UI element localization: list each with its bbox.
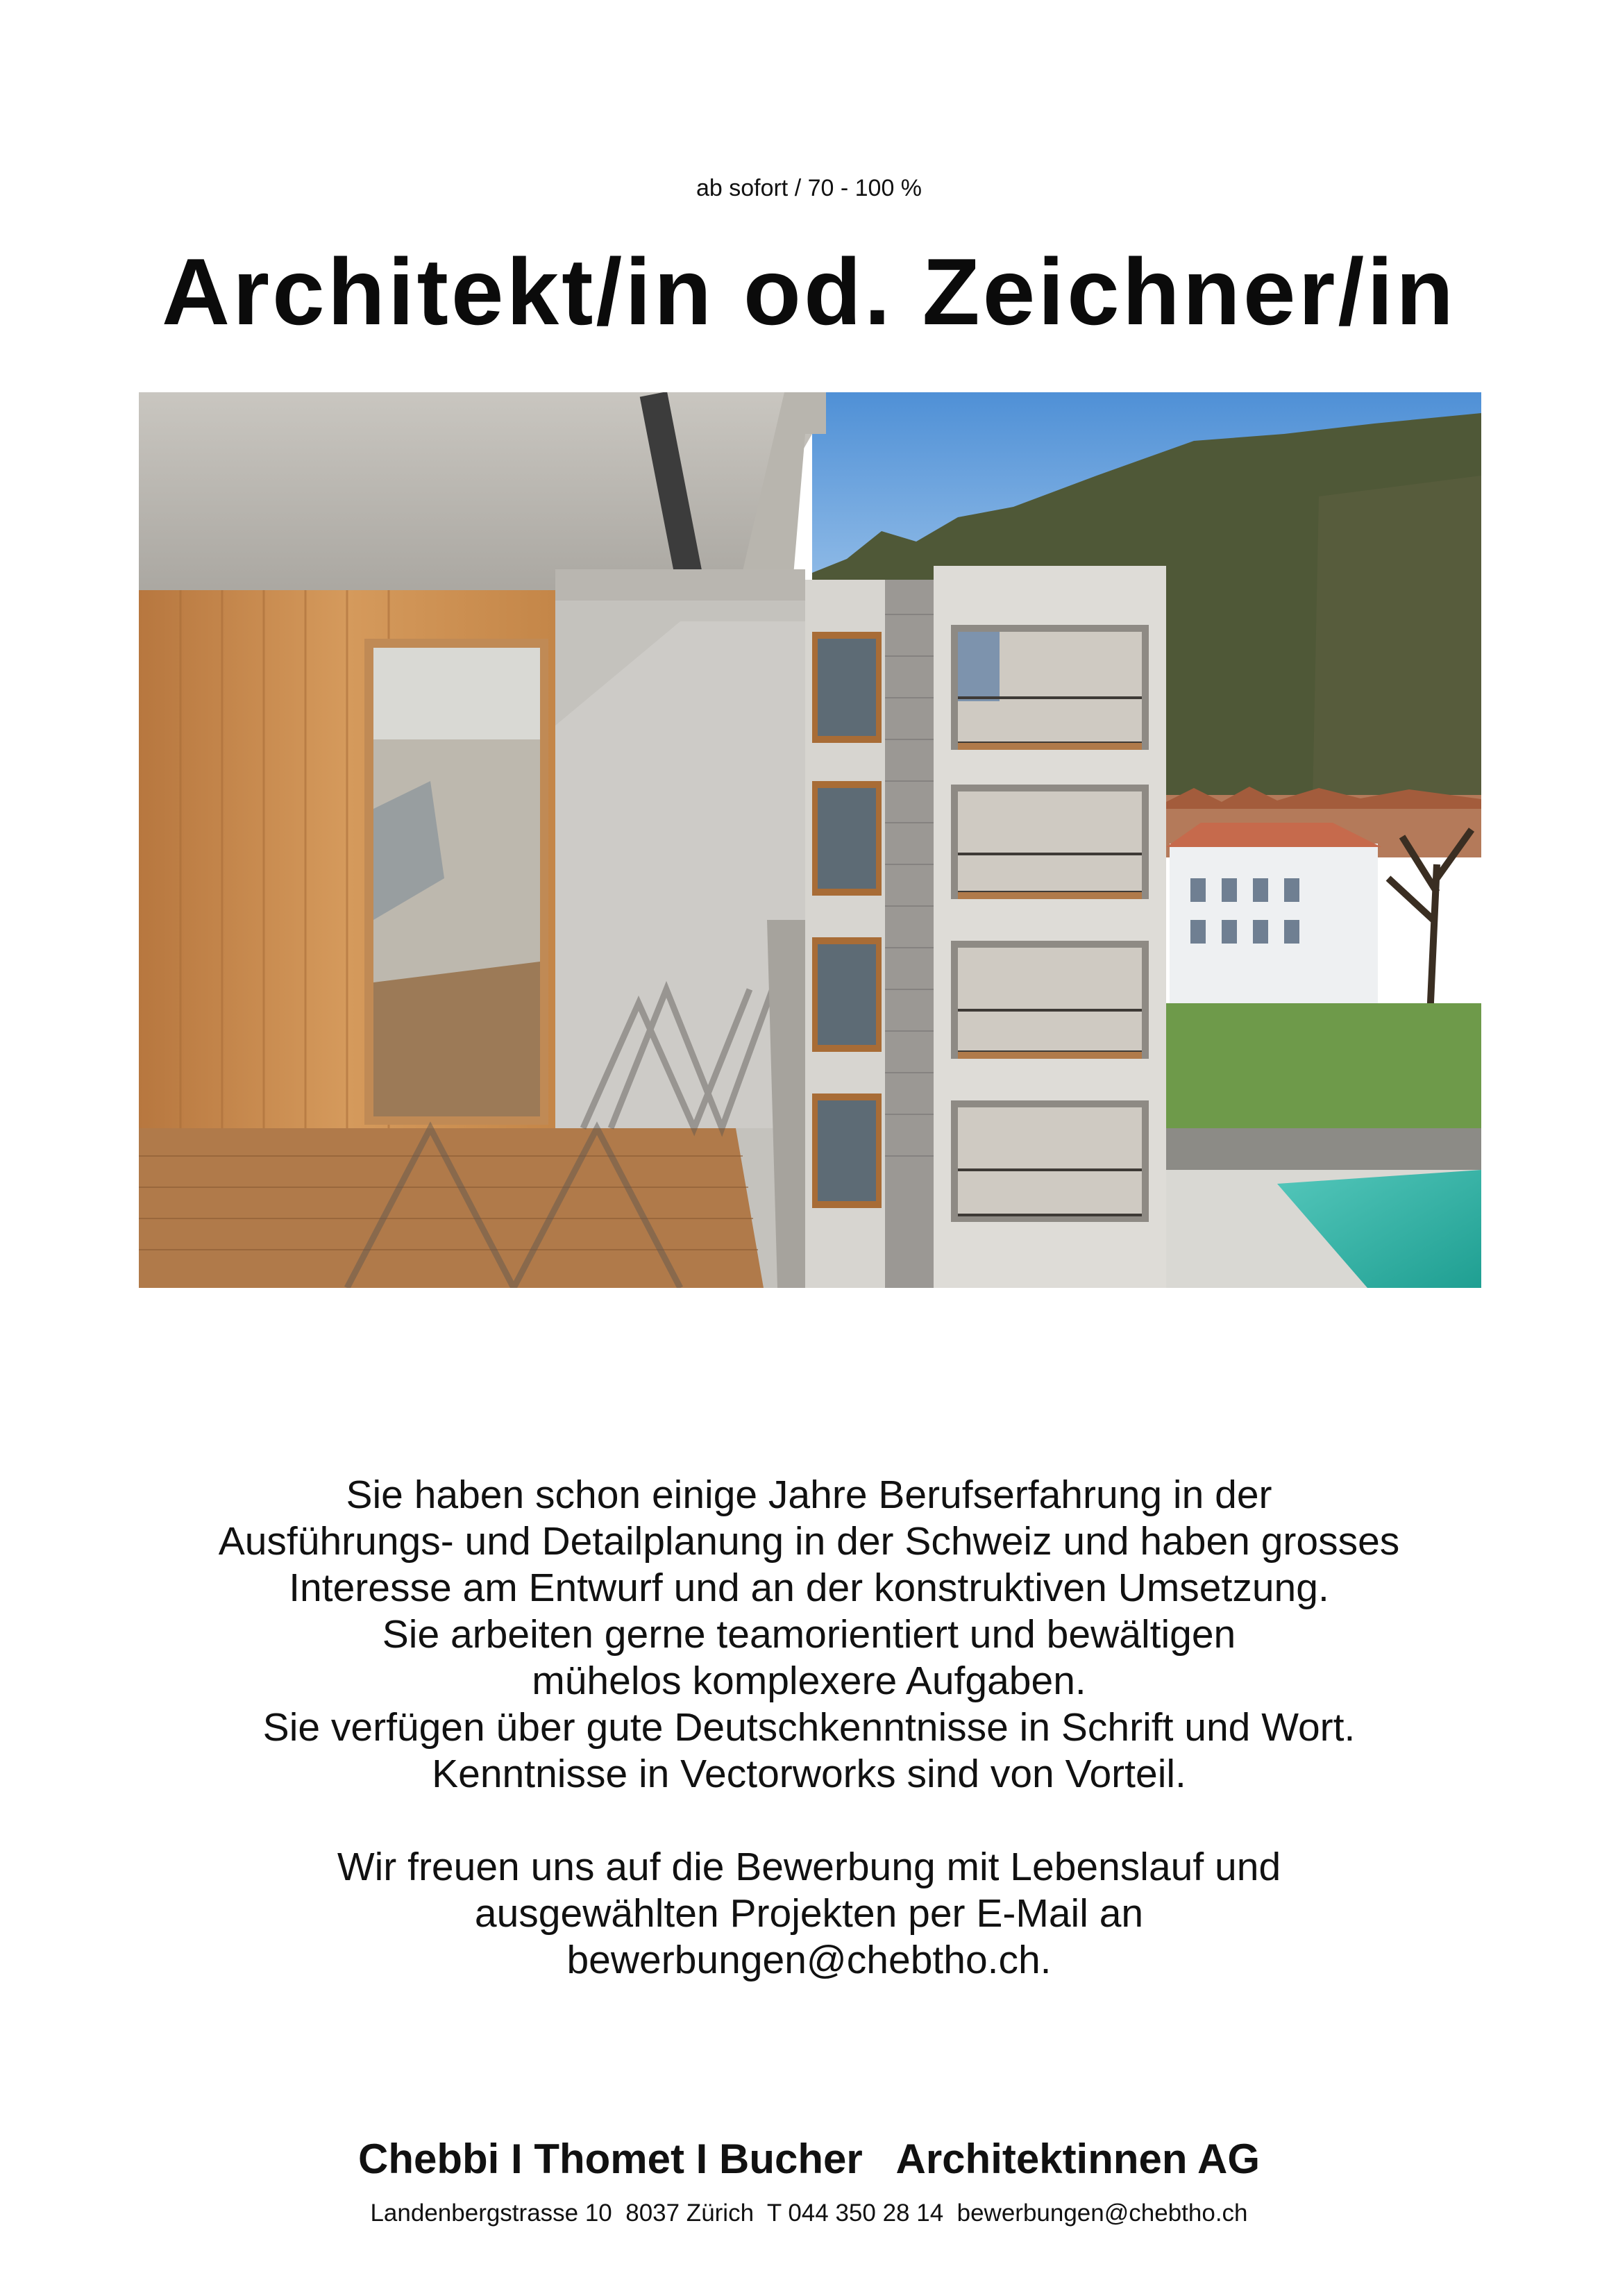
availability-text: ab sofort / 70 - 100 % xyxy=(696,175,922,201)
application-line: ausgewählten Projekten per E-Mail an xyxy=(474,1891,1144,1936)
company-address: Landenbergstrasse 10 8037 Zürich T 044 350 28 14 bewerbungen@chebtho.ch xyxy=(370,2199,1248,2227)
description-line: Sie arbeiten gerne teamorientiert und bewältigen xyxy=(382,1612,1236,1657)
description-line: Sie haben schon einige Jahre Berufserfahrung in der xyxy=(346,1473,1272,1517)
company-name: Chebbi I Thomet I Bucher Architektinnen AG xyxy=(358,2136,1260,2182)
description-line: Interesse am Entwurf und an der konstruktiven Umsetzung. xyxy=(289,1566,1329,1610)
application-line: Wir freuen uns auf die Bewerbung mit Lebenslauf und xyxy=(337,1845,1281,1889)
building-left xyxy=(805,580,885,1288)
description-line: Kenntnisse in Vectorworks sind von Vorteil. xyxy=(432,1752,1186,1796)
building-right xyxy=(934,566,1166,1288)
job-description xyxy=(0,1472,1618,1984)
description-line: Ausführungs- und Detailplanung in der Schweiz und haben grosses xyxy=(218,1519,1400,1564)
job-title: Architekt/in od. Zeichner/in xyxy=(161,239,1457,344)
description-line: mühelos komplexere Aufgaben. xyxy=(532,1659,1086,1703)
description-line: Sie verfügen über gute Deutschkenntnisse in Schrift und Wort. xyxy=(262,1705,1356,1750)
application-email: bewerbungen@chebtho.ch. xyxy=(566,1938,1052,1982)
building-photo xyxy=(139,392,1481,1288)
